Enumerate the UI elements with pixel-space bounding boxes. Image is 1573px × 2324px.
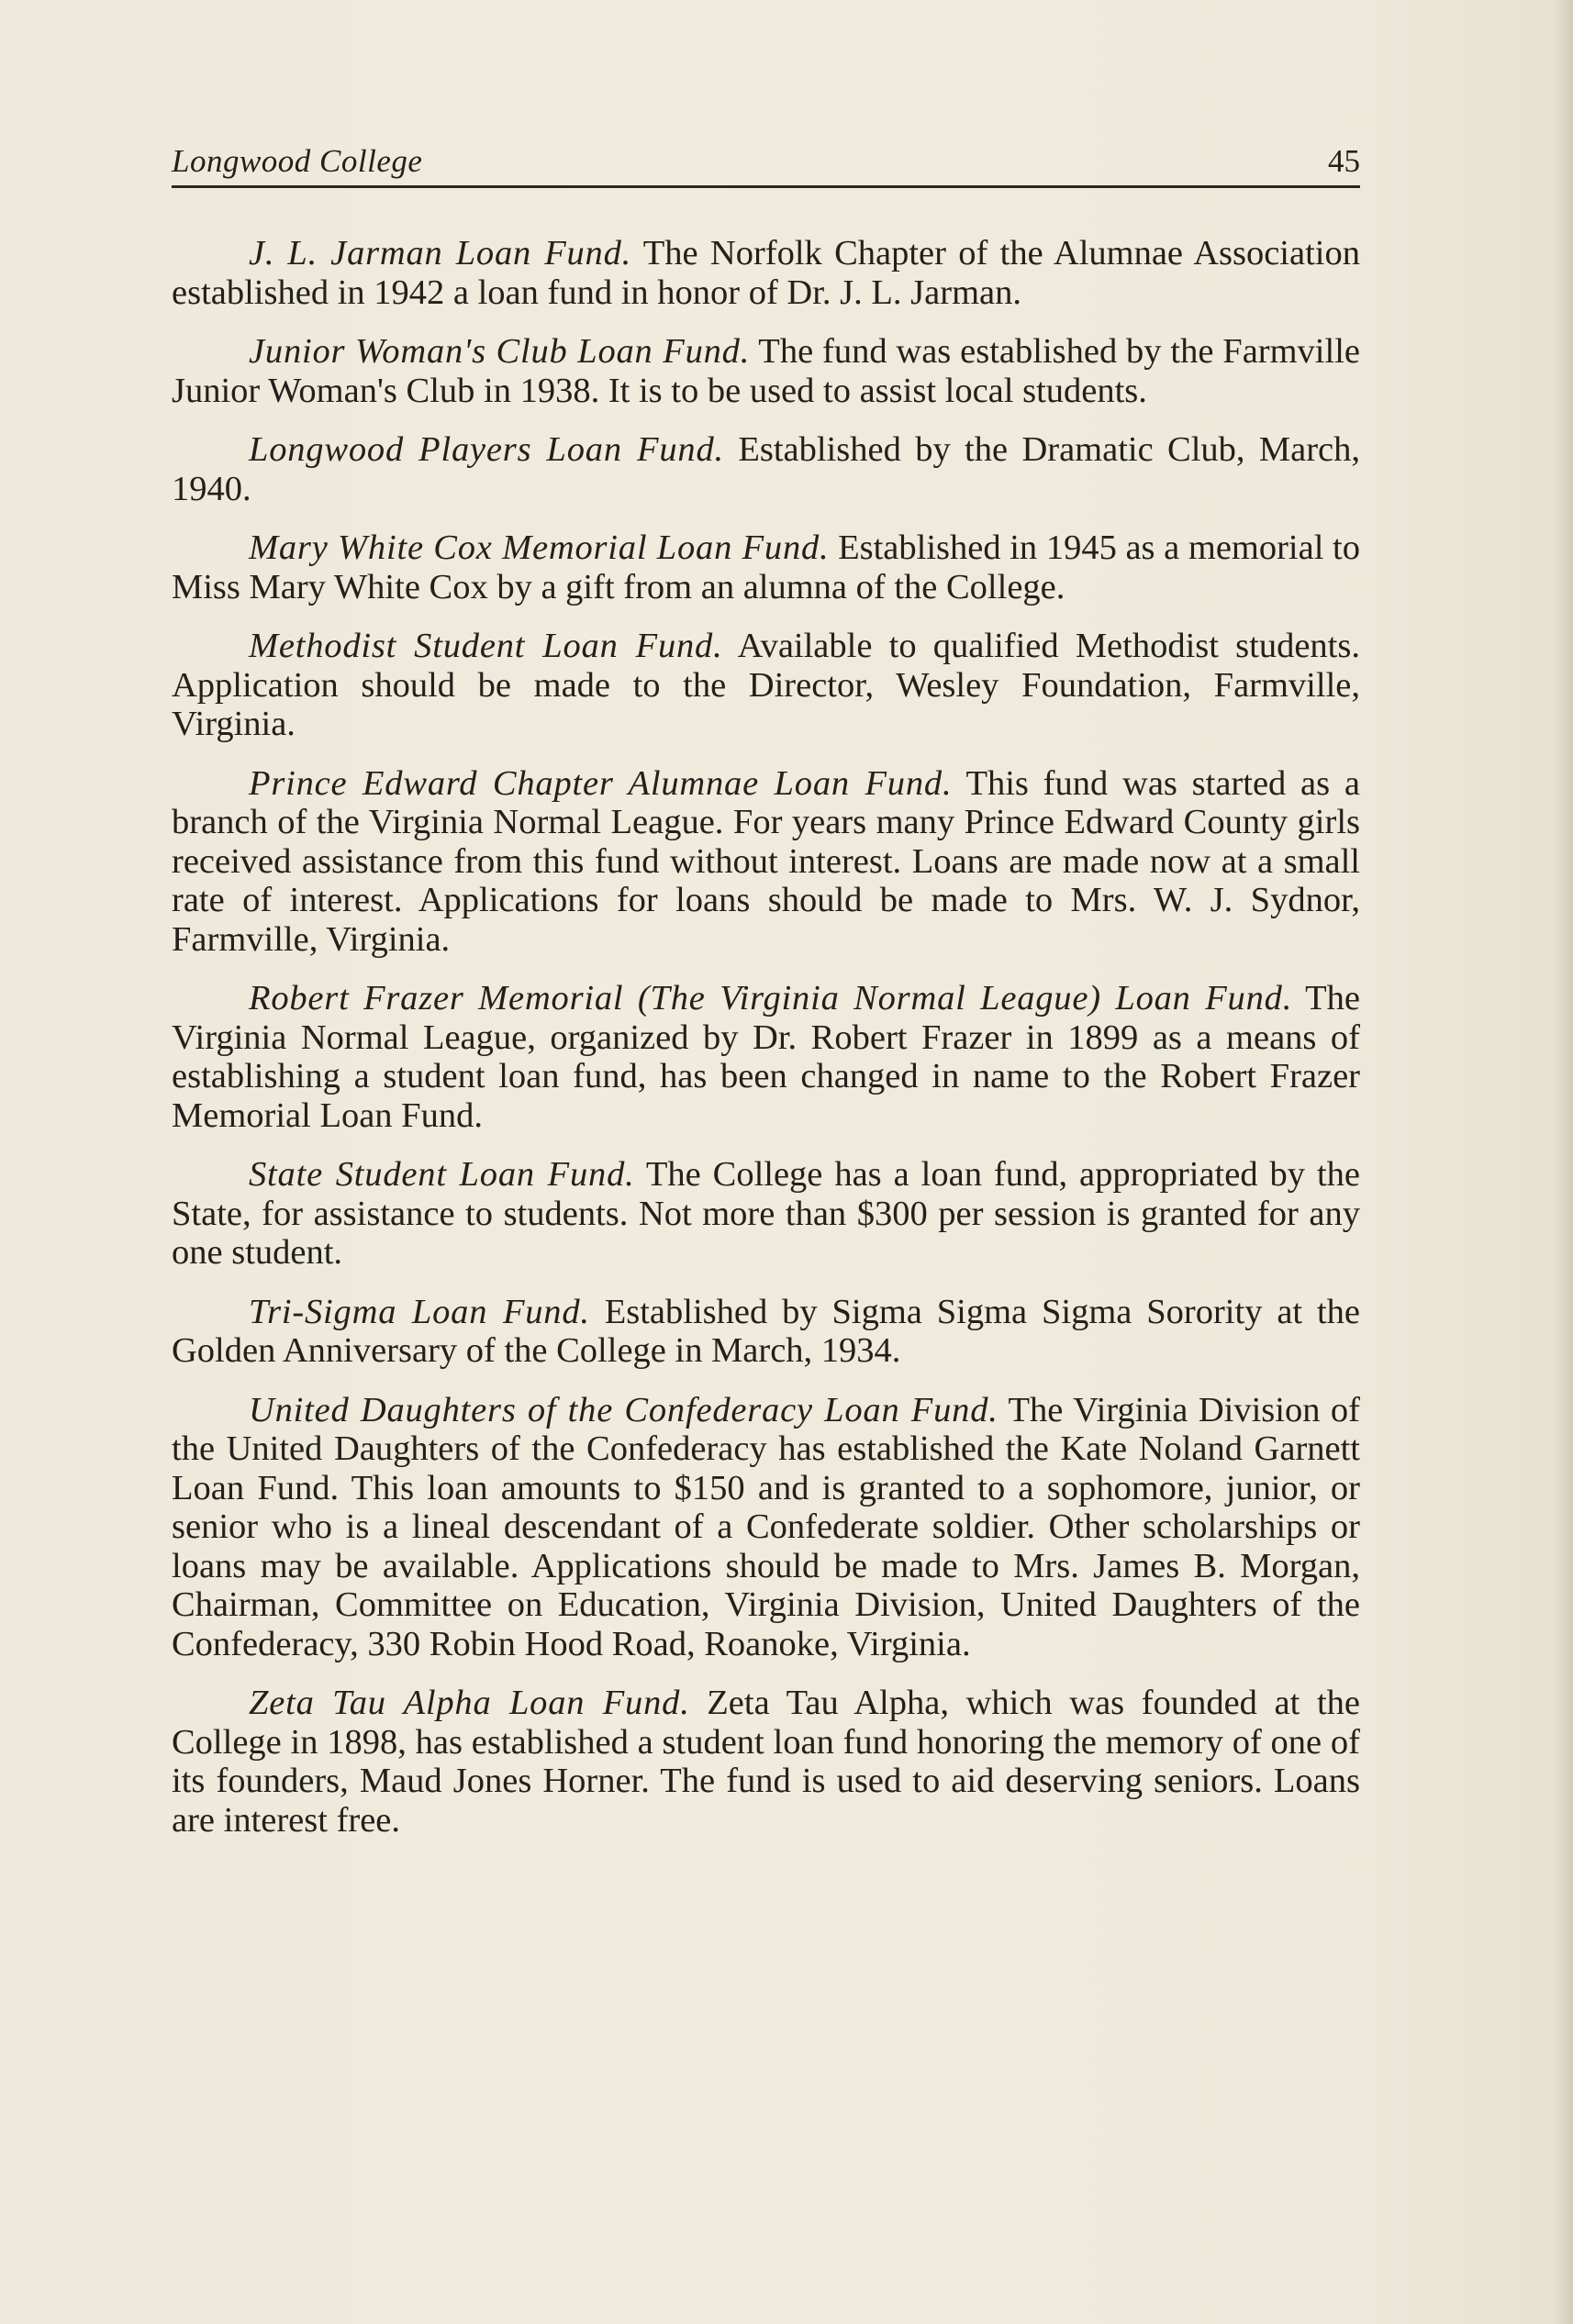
- loan-fund-entry: [172, 430, 1360, 508]
- fund-description: Established in 1945 as a memorial to Miss Mary White Cox by a gift from an alumna of the College.: [172, 528, 1360, 606]
- page-number: 45: [1328, 143, 1360, 179]
- fund-name: Junior Woman's Club Loan Fund.: [249, 332, 751, 371]
- fund-name: Mary White Cox Memorial Loan Fund.: [249, 528, 830, 567]
- loan-fund-entry: [172, 764, 1360, 960]
- loan-fund-entry: [172, 528, 1360, 606]
- loan-fund-entry: [172, 332, 1360, 410]
- fund-description: The Virginia Normal League, organized by Dr. Robert Frazer in 1899 as a means of establishing a student loan fund, has been changed in name to the Robert Frazer Memorial Loan Fund.: [172, 979, 1360, 1135]
- fund-name: J. L. Jarman Loan Fund.: [249, 234, 632, 272]
- fund-name: Methodist Student Loan Fund.: [249, 627, 723, 665]
- fund-name: Longwood Players Loan Fund.: [249, 430, 724, 469]
- fund-name: State Student Loan Fund.: [249, 1155, 635, 1194]
- fund-description: Zeta Tau Alpha, which was founded at the College in 1898, has established a student loan fund honoring the memory of one of its founders, Maud Jones Horner. The fund is used to aid deserving seniors. Loans are interest free.: [172, 1684, 1360, 1840]
- loan-fund-entry: [172, 1155, 1360, 1273]
- fund-description: Established by the Dramatic Club, March, 1940.: [172, 430, 1361, 508]
- loan-fund-entry: [172, 1684, 1360, 1840]
- page-header: [172, 138, 1360, 188]
- loan-fund-entry: [172, 1391, 1360, 1664]
- loan-fund-entry: [172, 1293, 1360, 1371]
- fund-name: United Daughters of the Confederacy Loan Fund.: [249, 1390, 998, 1429]
- fund-description: Established by Sigma Sigma Sigma Sorority at the Golden Anniversary of the College in March, 1934.: [172, 1292, 1361, 1370]
- fund-name: Robert Frazer Memorial (The Virginia Normal League) Loan Fund.: [249, 979, 1293, 1017]
- fund-description: This fund was started as a branch of the Virginia Normal League. For years many Prince Edward County girls received assistance from this fund without interest. Loans are made now at a small rate of interest. Applications for loans should be made to Mrs. W. J. Sydnor, Farmville, Virginia.: [172, 763, 1360, 959]
- running-head: Longwood College: [172, 143, 423, 179]
- loan-fund-entry: [172, 234, 1360, 312]
- loan-fund-entry: [172, 979, 1360, 1135]
- fund-name: Prince Edward Chapter Alumnae Loan Fund.: [249, 763, 953, 803]
- fund-description: The fund was established by the Farmville Junior Woman's Club in 1938. It is to be used to assist local students.: [172, 332, 1360, 410]
- fund-name: Zeta Tau Alpha Loan Fund.: [249, 1684, 690, 1722]
- fund-name: Tri-Sigma Loan Fund.: [249, 1292, 590, 1331]
- fund-description: The College has a loan fund, appropriated by the State, for assistance to students. Not more than $300 per session is granted for any one student.: [172, 1155, 1361, 1272]
- loan-fund-entry: [172, 627, 1360, 744]
- fund-description: The Norfolk Chapter of the Alumnae Association established in 1942 a loan fund in honor of Dr. J. L. Jarman.: [172, 234, 1360, 312]
- page-edge-shadow: [1553, 0, 1573, 2324]
- loan-fund-list: [172, 234, 1360, 1860]
- fund-description: The Virginia Division of the United Daughters of the Confederacy has established the Kate Noland Garnett Loan Fund. This loan amounts to $150 and is granted to a sophomore, junior, or senior who is a lineal descendant of a Confederate soldier. Other scholarships or loans may be available. Applications should be made to Mrs. James B. Morgan, Chairman, Committee on Education, Virginia Division, United Daughters of the Confederacy, 330 Robin Hood Road, Roanoke, Virginia.: [172, 1390, 1360, 1663]
- fund-description: Available to qualified Methodist students. Application should be made to the Director, Wesley Foundation, Farmville, Virginia.: [172, 627, 1360, 743]
